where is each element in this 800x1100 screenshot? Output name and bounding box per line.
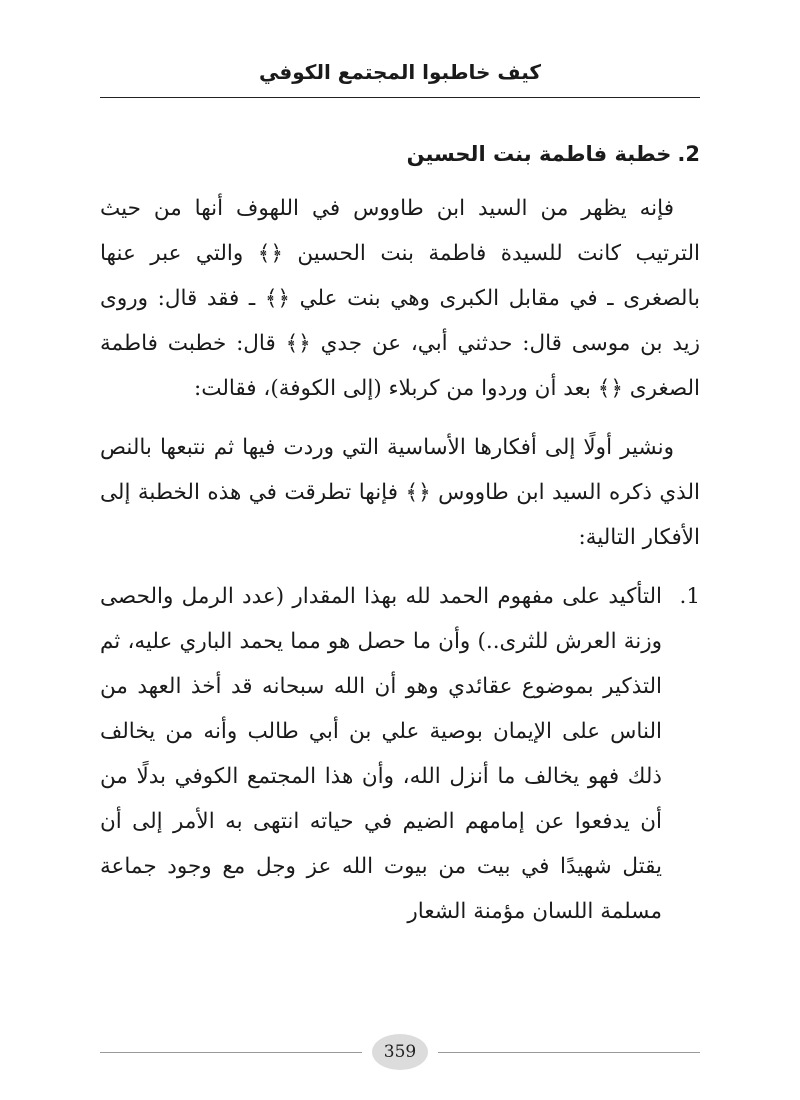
page-footer	[100, 1034, 700, 1070]
list-item-number: 1.	[679, 584, 700, 609]
section-title	[100, 128, 700, 180]
page-body	[100, 128, 700, 934]
header-rule	[100, 97, 700, 98]
page-number-badge: 359	[372, 1034, 428, 1070]
paragraph-2: ونشير أولًا إلى أفكارها الأساسية التي وردت فيها ثم نتبعها بالنص الذي ذكره السيد ابن طاووس ﴿﴾ فإنها تطرقت في هذه الخطبة إلى الأفكار التالية:	[100, 435, 700, 550]
footer-rule-right	[438, 1052, 700, 1053]
list-item	[100, 574, 700, 934]
paragraph-1: فإنه يظهر من السيد ابن طاووس في اللهوف أنها من حيث الترتيب كانت للسيدة فاطمة بنت الحسين ﴿﴾ والتي عبر عنها بالصغرى ـ في مقابل الكبرى وهي بنت علي ﴿﴾ ـ فقد قال: وروى زيد بن موسى قال: حدثني أبي، عن جدي ﴿﴾ قال: خطبت فاطمة الصغرى ﴿﴾ بعد أن وردوا من كربلاء (إلى الكوفة)، فقالت:	[100, 196, 700, 401]
list-item-text: التأكيد على مفهوم الحمد لله بهذا المقدار (عدد الرمل والحصى وزنة العرش للثرى..) وأن ما حصل هو مما يحمد الباري عليه، ثم التذكير بموضوع عقائدي وهو أن الله سبحانه قد أخذ العهد من الناس على الإيمان بوصية علي بن أبي طالب وأنه من يخالف ذلك فهو يخالف ما أنزل الله، وأن هذا المجتمع الكوفي بدلًا من أن يدفعوا عن إمامهم الضيم في حياته انتهى به الأمر إلى أن يقتل شهيدًا في بيت من بيوت الله عز وجل مع وجود جماعة مسلمة اللسان مؤمنة الشعار	[100, 584, 662, 924]
ideas-list	[100, 574, 700, 934]
footer-rule-left	[100, 1052, 362, 1053]
section-title-text: خطبة فاطمة بنت الحسين	[406, 142, 672, 166]
running-head: كيف خاطبوا المجتمع الكوفي	[258, 60, 542, 84]
section-number: 2.	[677, 142, 700, 166]
